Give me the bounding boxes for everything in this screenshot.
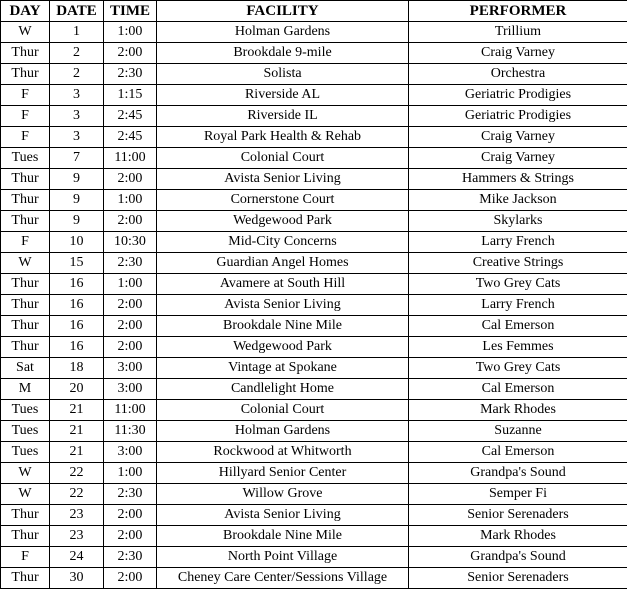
date-cell: 22 (50, 463, 104, 484)
time-cell: 3:00 (104, 358, 157, 379)
time-cell: 11:00 (104, 400, 157, 421)
performer-cell: Orchestra (409, 64, 627, 85)
table-row (1, 400, 627, 421)
table-row (1, 547, 627, 568)
performer-cell: Geriatric Prodigies (409, 85, 627, 106)
day-cell: Thur (1, 211, 50, 232)
day-cell: Thur (1, 190, 50, 211)
facility-cell: Avista Senior Living (157, 169, 409, 190)
performer-cell: Grandpa's Sound (409, 463, 627, 484)
date-cell: 23 (50, 526, 104, 547)
time-cell: 1:00 (104, 190, 157, 211)
date-cell: 18 (50, 358, 104, 379)
time-cell: 11:30 (104, 421, 157, 442)
time-cell: 2:45 (104, 106, 157, 127)
time-cell: 1:00 (104, 463, 157, 484)
day-cell: Thur (1, 295, 50, 316)
day-cell: F (1, 106, 50, 127)
table-row (1, 421, 627, 442)
performer-cell: Cal Emerson (409, 316, 627, 337)
table-row (1, 190, 627, 211)
date-cell: 3 (50, 106, 104, 127)
date-cell: 24 (50, 547, 104, 568)
performer-cell: Two Grey Cats (409, 358, 627, 379)
date-cell: 15 (50, 253, 104, 274)
facility-cell: Brookdale Nine Mile (157, 526, 409, 547)
facility-cell: Vintage at Spokane (157, 358, 409, 379)
day-cell: W (1, 484, 50, 505)
day-cell: Tues (1, 400, 50, 421)
date-cell: 30 (50, 568, 104, 589)
facility-cell: Wedgewood Park (157, 337, 409, 358)
facility-cell: Avamere at South Hill (157, 274, 409, 295)
date-cell: 16 (50, 337, 104, 358)
performer-cell: Mike Jackson (409, 190, 627, 211)
facility-cell: Colonial Court (157, 400, 409, 421)
table-row (1, 106, 627, 127)
day-cell: Thur (1, 337, 50, 358)
date-cell: 2 (50, 64, 104, 85)
date-cell: 9 (50, 211, 104, 232)
facility-cell: Colonial Court (157, 148, 409, 169)
facility-cell: Riverside IL (157, 106, 409, 127)
date-cell: 21 (50, 442, 104, 463)
table-row (1, 169, 627, 190)
facility-cell: Cornerstone Court (157, 190, 409, 211)
table-row (1, 295, 627, 316)
day-cell: W (1, 22, 50, 43)
time-cell: 2:00 (104, 505, 157, 526)
date-cell: 20 (50, 379, 104, 400)
performer-cell: Les Femmes (409, 337, 627, 358)
table-row (1, 148, 627, 169)
day-cell: Thur (1, 274, 50, 295)
facility-cell: Rockwood at Whitworth (157, 442, 409, 463)
date-cell: 2 (50, 43, 104, 64)
table-row (1, 274, 627, 295)
date-cell: 16 (50, 316, 104, 337)
day-cell: W (1, 463, 50, 484)
header-performer: PERFORMER (409, 1, 627, 22)
table-row (1, 22, 627, 43)
facility-cell: Mid-City Concerns (157, 232, 409, 253)
day-cell: Thur (1, 43, 50, 64)
table-row (1, 211, 627, 232)
performer-cell: Larry French (409, 295, 627, 316)
performer-cell: Mark Rhodes (409, 400, 627, 421)
facility-cell: Candlelight Home (157, 379, 409, 400)
table-row (1, 64, 627, 85)
facility-cell: Holman Gardens (157, 421, 409, 442)
day-cell: Thur (1, 169, 50, 190)
time-cell: 2:00 (104, 316, 157, 337)
performer-cell: Senior Serenaders (409, 568, 627, 589)
facility-cell: Holman Gardens (157, 22, 409, 43)
header-day: DAY (1, 1, 50, 22)
facility-cell: Avista Senior Living (157, 295, 409, 316)
date-cell: 3 (50, 127, 104, 148)
time-cell: 2:00 (104, 169, 157, 190)
day-cell: F (1, 127, 50, 148)
performer-cell: Senior Serenaders (409, 505, 627, 526)
performer-cell: Semper Fi (409, 484, 627, 505)
day-cell: Tues (1, 148, 50, 169)
date-cell: 21 (50, 400, 104, 421)
day-cell: F (1, 547, 50, 568)
performer-cell: Skylarks (409, 211, 627, 232)
time-cell: 2:00 (104, 43, 157, 64)
time-cell: 2:30 (104, 484, 157, 505)
facility-cell: Hillyard Senior Center (157, 463, 409, 484)
facility-cell: Riverside AL (157, 85, 409, 106)
day-cell: Thur (1, 64, 50, 85)
day-cell: Thur (1, 526, 50, 547)
header-date: DATE (50, 1, 104, 22)
table-row (1, 43, 627, 64)
time-cell: 2:00 (104, 568, 157, 589)
date-cell: 16 (50, 295, 104, 316)
facility-cell: Cheney Care Center/Sessions Village (157, 568, 409, 589)
performer-cell: Trillium (409, 22, 627, 43)
table-row (1, 253, 627, 274)
table-row (1, 379, 627, 400)
day-cell: Tues (1, 442, 50, 463)
facility-cell: Brookdale 9-mile (157, 43, 409, 64)
performer-cell: Craig Varney (409, 43, 627, 64)
header-row (1, 1, 627, 22)
table-row (1, 337, 627, 358)
table-row (1, 505, 627, 526)
time-cell: 2:00 (104, 337, 157, 358)
day-cell: M (1, 379, 50, 400)
table-row (1, 232, 627, 253)
performer-cell: Hammers & Strings (409, 169, 627, 190)
time-cell: 2:00 (104, 526, 157, 547)
date-cell: 22 (50, 484, 104, 505)
header-facility: FACILITY (157, 1, 409, 22)
date-cell: 3 (50, 85, 104, 106)
performer-cell: Craig Varney (409, 127, 627, 148)
time-cell: 2:00 (104, 295, 157, 316)
performer-cell: Larry French (409, 232, 627, 253)
day-cell: Thur (1, 505, 50, 526)
time-cell: 2:45 (104, 127, 157, 148)
facility-cell: North Point Village (157, 547, 409, 568)
time-cell: 2:30 (104, 547, 157, 568)
time-cell: 1:00 (104, 274, 157, 295)
day-cell: W (1, 253, 50, 274)
schedule-body (1, 22, 627, 589)
date-cell: 9 (50, 190, 104, 211)
date-cell: 9 (50, 169, 104, 190)
day-cell: Tues (1, 421, 50, 442)
performer-cell: Creative Strings (409, 253, 627, 274)
facility-cell: Solista (157, 64, 409, 85)
table-row (1, 85, 627, 106)
performer-cell: Cal Emerson (409, 379, 627, 400)
table-row (1, 442, 627, 463)
date-cell: 7 (50, 148, 104, 169)
date-cell: 1 (50, 22, 104, 43)
facility-cell: Avista Senior Living (157, 505, 409, 526)
time-cell: 11:00 (104, 148, 157, 169)
date-cell: 16 (50, 274, 104, 295)
day-cell: Thur (1, 568, 50, 589)
table-row (1, 484, 627, 505)
facility-cell: Royal Park Health & Rehab (157, 127, 409, 148)
header-time: TIME (104, 1, 157, 22)
performer-cell: Mark Rhodes (409, 526, 627, 547)
table-row (1, 358, 627, 379)
table-row (1, 463, 627, 484)
performer-cell: Cal Emerson (409, 442, 627, 463)
facility-cell: Brookdale Nine Mile (157, 316, 409, 337)
time-cell: 1:15 (104, 85, 157, 106)
table-row (1, 316, 627, 337)
performer-cell: Craig Varney (409, 148, 627, 169)
facility-cell: Willow Grove (157, 484, 409, 505)
performer-cell: Two Grey Cats (409, 274, 627, 295)
time-cell: 2:30 (104, 253, 157, 274)
time-cell: 3:00 (104, 442, 157, 463)
date-cell: 23 (50, 505, 104, 526)
table-row (1, 568, 627, 589)
time-cell: 2:00 (104, 211, 157, 232)
day-cell: F (1, 232, 50, 253)
performer-cell: Suzanne (409, 421, 627, 442)
date-cell: 10 (50, 232, 104, 253)
time-cell: 1:00 (104, 22, 157, 43)
day-cell: F (1, 85, 50, 106)
performer-cell: Geriatric Prodigies (409, 106, 627, 127)
table-row (1, 526, 627, 547)
time-cell: 2:30 (104, 64, 157, 85)
time-cell: 3:00 (104, 379, 157, 400)
day-cell: Sat (1, 358, 50, 379)
facility-cell: Guardian Angel Homes (157, 253, 409, 274)
facility-cell: Wedgewood Park (157, 211, 409, 232)
performer-cell: Grandpa's Sound (409, 547, 627, 568)
day-cell: Thur (1, 316, 50, 337)
table-row (1, 127, 627, 148)
time-cell: 10:30 (104, 232, 157, 253)
date-cell: 21 (50, 421, 104, 442)
